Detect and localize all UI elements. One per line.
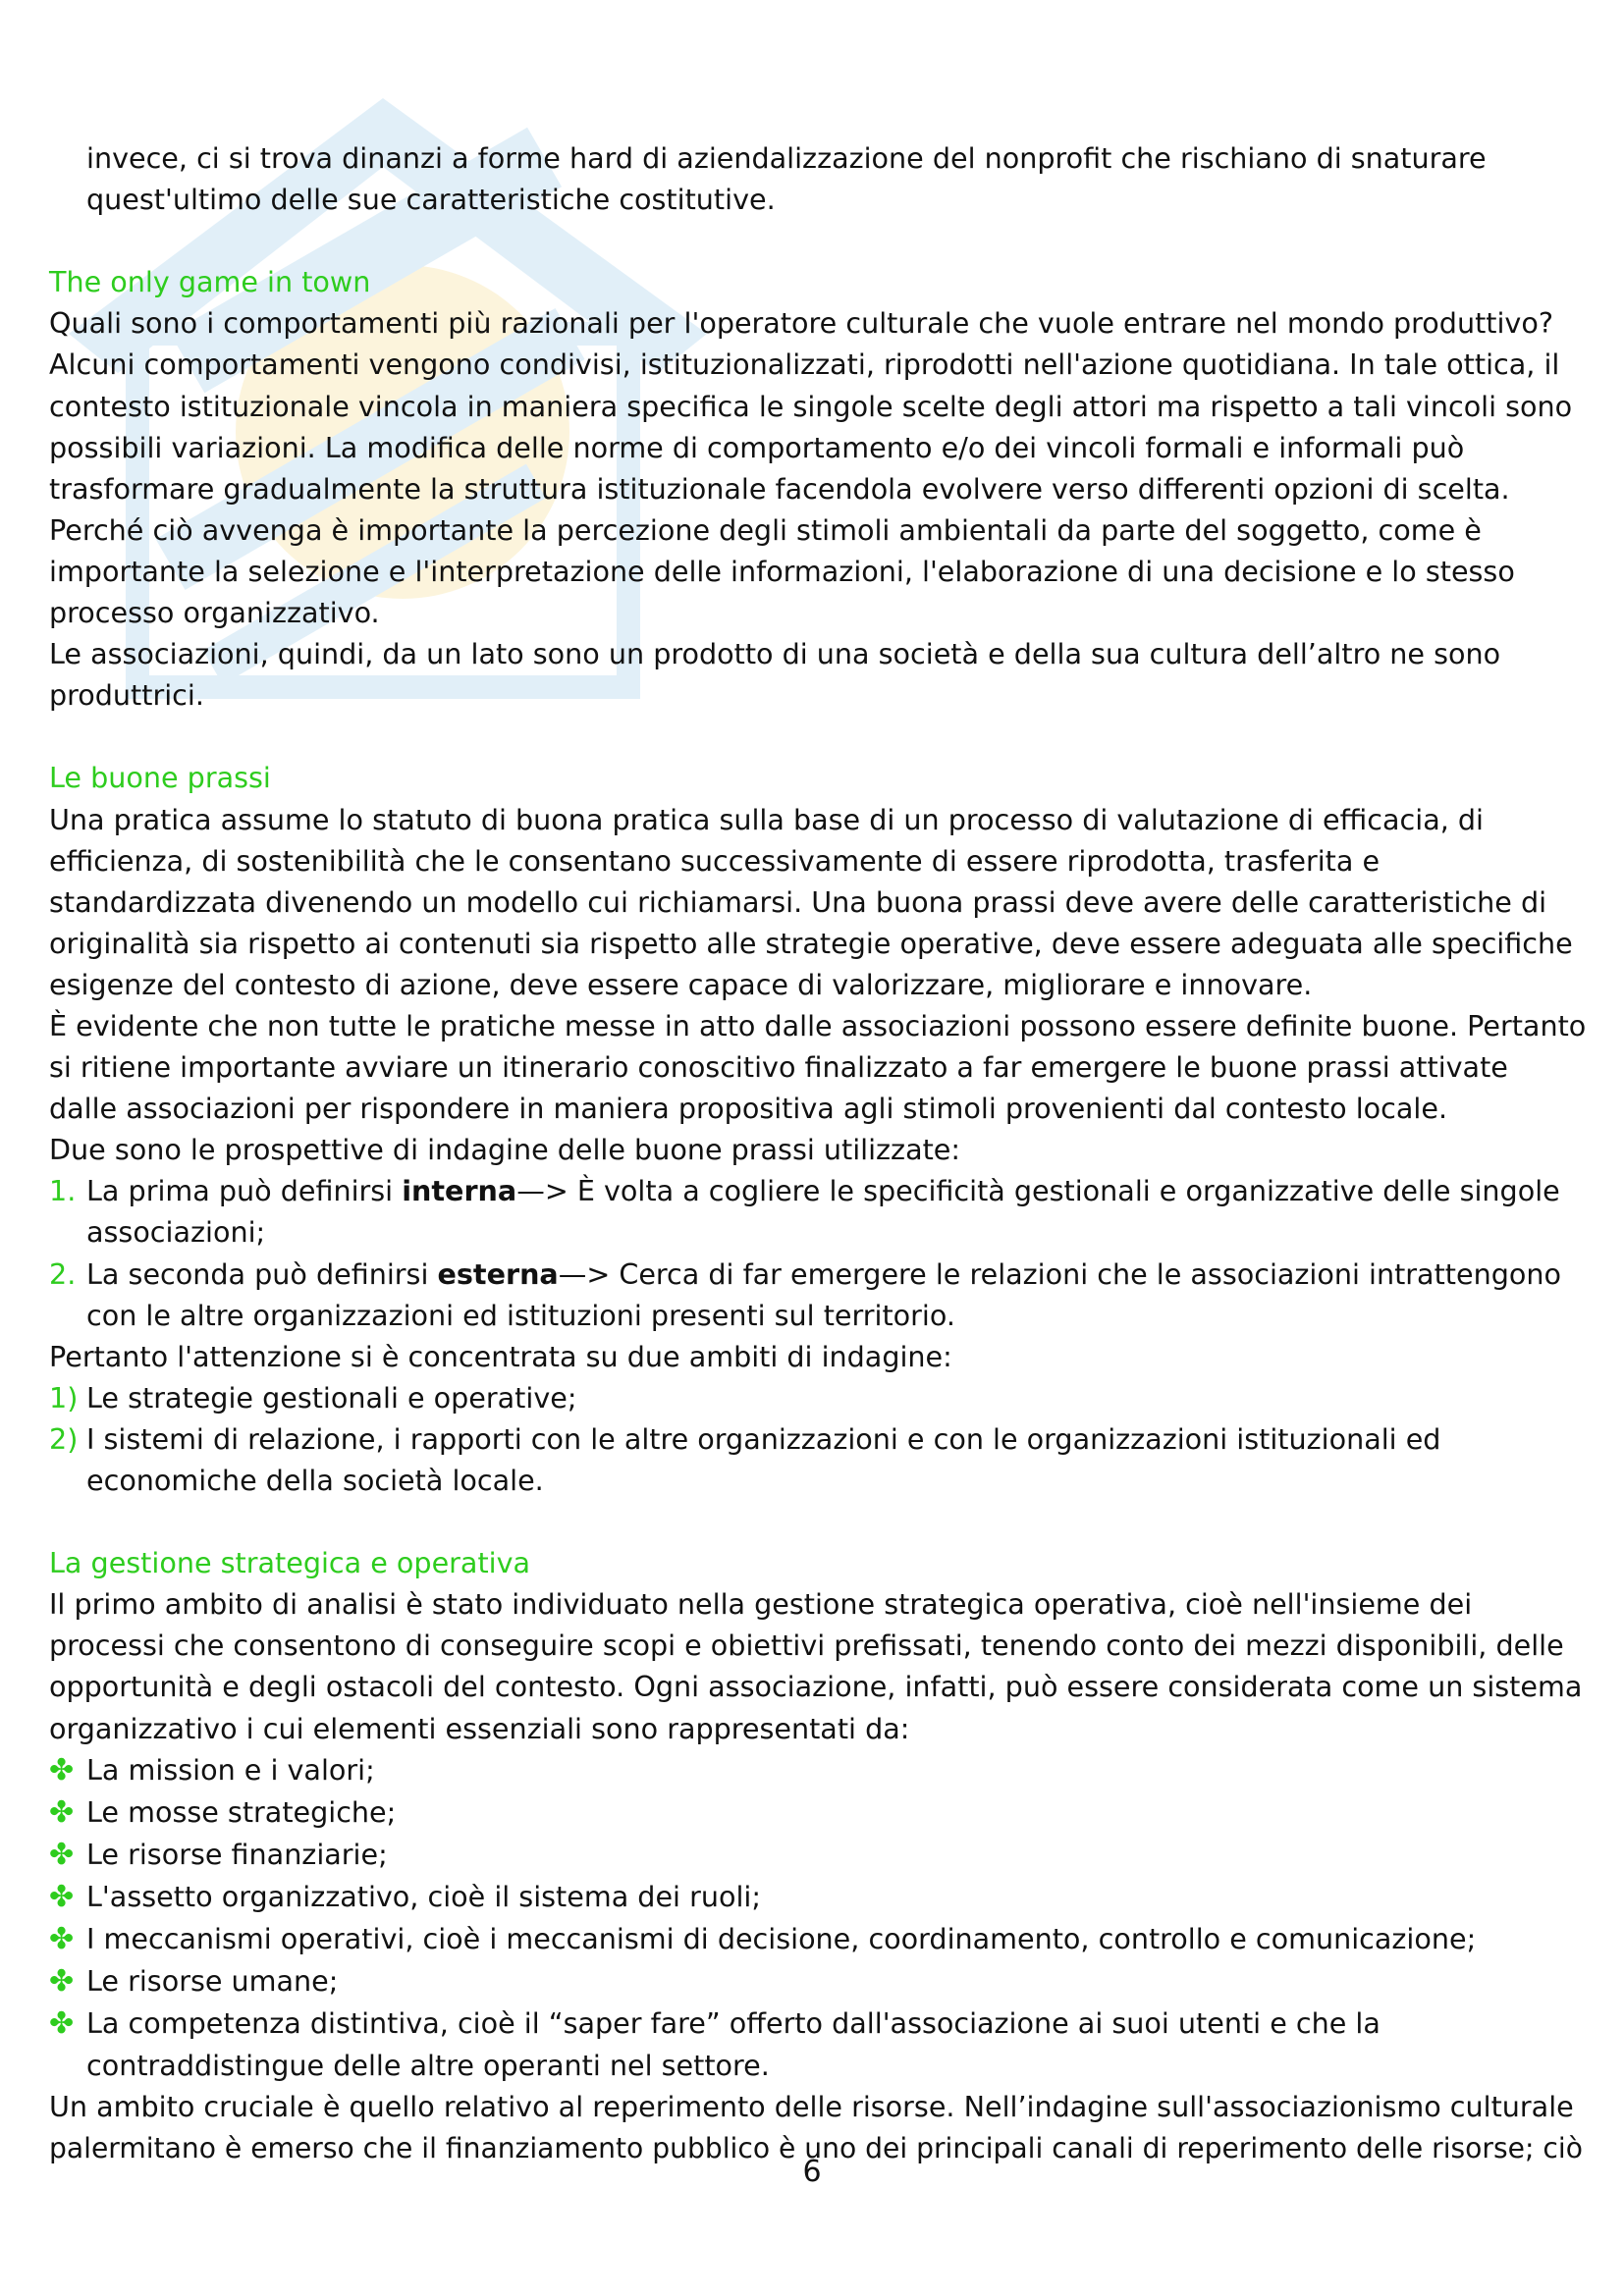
- body-line: possibili variazioni. La modifica delle norme di comportamento e/o dei vincoli formali e informali può: [49, 430, 1465, 464]
- numbered-item-cont: associazioni;: [86, 1215, 266, 1250]
- body-line: processo organizzativo.: [49, 596, 380, 630]
- clover-bullet-icon: ✤: [49, 1964, 75, 2000]
- bullet-item: [49, 1960, 1591, 2002]
- body-line: importante la selezione e l'interpretazione delle informazioni, l'elaborazione di una decisione e lo stesso: [49, 554, 1515, 588]
- body-line: palermitano è emerso che il finanziamento pubblico è uno dei principali canali di reperimento delle risorse; ciò: [49, 2131, 1583, 2164]
- body-line: Perché ciò avvenga è importante la percezione degli stimoli ambientali da parte del soggetto, come è: [49, 512, 1482, 547]
- bullet-text: I meccanismi operativi, cioè i meccanismi di decisione, coordinamento, controllo e comunicazione;: [86, 1922, 1477, 1956]
- item-text: —> Cerca di far emergere le relazioni che le associazioni intrattengono: [558, 1256, 1561, 1291]
- bullet-item-cont: contraddistingue delle altre operanti nel settore.: [86, 2049, 770, 2083]
- intro-line: invece, ci si trova dinanzi a forme hard di aziendalizzazione del nonprofit che rischiano di snaturare: [86, 141, 1487, 175]
- bullet-item: [49, 1791, 1591, 1834]
- clover-bullet-icon: ✤: [49, 1794, 75, 1830]
- clover-bullet-icon: ✤: [49, 1837, 75, 1872]
- body-line: efficienza, di sostenibilità che le consentano successivamente di essere riprodotta, trasferita e: [49, 843, 1380, 878]
- bullet-text: Le risorse umane;: [86, 1964, 339, 1999]
- body-line: Quali sono i comportamenti più razionali per l'operatore culturale che vuole entrare nel mondo produttivo?: [49, 306, 1554, 341]
- item-number: 1): [49, 1380, 79, 1415]
- body-line: organizzativo i cui elementi essenziali sono rappresentati da:: [49, 1711, 910, 1745]
- body-line: contesto istituzionale vincola in maniera specifica le singole scelte degli attori ma rispetto a tali vincoli sono: [49, 389, 1573, 423]
- body-line: produttrici.: [49, 678, 204, 713]
- page-number: 6: [802, 2155, 822, 2189]
- bullet-item: [49, 1918, 1591, 1960]
- body-line: si ritiene importante avviare un itinerario conoscitivo finalizzato a far emergere le buone prassi attivate: [49, 1050, 1508, 1085]
- item-text: Le strategie gestionali e operative;: [86, 1380, 577, 1415]
- body-line: Due sono le prospettive di indagine delle buone prassi utilizzate:: [49, 1133, 961, 1167]
- bullet-text: La mission e i valori;: [86, 1752, 375, 1787]
- item-number: 1.: [49, 1174, 77, 1208]
- body-line: Una pratica assume lo statuto di buona pratica sulla base di un processo di valutazione di efficacia, di: [49, 802, 1484, 836]
- numbered-item-cont: con le altre organizzazioni ed istituzioni presenti sul territorio.: [86, 1298, 955, 1332]
- item-bold-term: interna: [402, 1174, 517, 1208]
- numbered-item: [49, 1170, 1591, 1211]
- numbered-item-cont: economiche della società locale.: [86, 1464, 544, 1497]
- section-heading-buone-prassi: Le buone prassi: [49, 761, 271, 795]
- item-number: 2.: [49, 1256, 77, 1291]
- clover-bullet-icon: ✤: [49, 1922, 75, 1957]
- bullet-item: [49, 1876, 1591, 1918]
- body-line: È evidente che non tutte le pratiche messe in atto dalle associazioni possono essere definite buone. Pertanto: [49, 1008, 1587, 1042]
- bullet-item: [49, 1834, 1591, 1876]
- bullet-text: Le mosse strategiche;: [86, 1794, 397, 1829]
- bullet-item: [49, 1749, 1591, 1791]
- clover-bullet-icon: ✤: [49, 1752, 75, 1788]
- body-line: Pertanto l'attenzione si è concentrata su due ambiti di indagine:: [49, 1339, 952, 1373]
- section-heading-only-game: The only game in town: [49, 265, 371, 299]
- item-text: La seconda può definirsi: [86, 1256, 438, 1291]
- body-line: Le associazioni, quindi, da un lato sono un prodotto di una società e della sua cultura dell’altro ne sono: [49, 637, 1501, 671]
- bullet-text: La competenza distintiva, cioè il “saper fare” offerto dall'associazione ai suoi utenti e che la: [86, 2006, 1380, 2041]
- body-line: esigenze del contesto di azione, deve essere capace di valorizzare, migliorare e innovare.: [49, 967, 1313, 1001]
- body-line: dalle associazioni per rispondere in maniera propositiva agli stimoli provenienti dal contesto locale.: [49, 1092, 1448, 1126]
- item-text: —> È volta a cogliere le specificità gestionali e organizzative delle singole: [516, 1174, 1560, 1208]
- clover-bullet-icon: ✤: [49, 2006, 75, 2042]
- body-line: trasformare gradualmente la struttura istituzionale facendola evolvere verso differenti opzioni di scelta.: [49, 471, 1510, 506]
- body-line: Un ambito cruciale è quello relativo al reperimento delle risorse. Nell’indagine sull'associazionismo culturale: [49, 2090, 1574, 2124]
- body-line: standardizzata divenendo un modello cui richiamarsi. Una buona prassi deve avere delle caratteristiche di: [49, 884, 1547, 919]
- numbered-item: [49, 1377, 1591, 1418]
- section-heading-gestione: La gestione strategica e operativa: [49, 1546, 531, 1580]
- bullet-text: L'assetto organizzativo, cioè il sistema dei ruoli;: [86, 1879, 761, 1913]
- numbered-item: [49, 1254, 1591, 1295]
- body-line: originalità sia rispetto ai contenuti sia rispetto alle strategie operative, deve essere adeguata alle specifiche: [49, 926, 1573, 960]
- item-bold-term: esterna: [437, 1256, 559, 1291]
- intro-line: quest'ultimo delle sue caratteristiche costitutive.: [86, 183, 776, 217]
- bullet-text: Le risorse finanziarie;: [86, 1837, 388, 1871]
- item-number: 2): [49, 1421, 79, 1456]
- numbered-item: [49, 1418, 1591, 1460]
- body-line: processi che consentono di conseguire scopi e obiettivi prefissati, tenendo conto dei mezzi disponibili, delle: [49, 1629, 1564, 1663]
- item-text: I sistemi di relazione, i rapporti con le altre organizzazioni e con le organizzazioni istituzionali ed: [86, 1421, 1441, 1456]
- item-text: La prima può definirsi: [86, 1174, 403, 1208]
- bullet-item: [49, 2002, 1591, 2045]
- document-page: [49, 137, 1591, 2169]
- body-line: Alcuni comportamenti vengono condivisi, istituzionalizzati, riprodotti nell'azione quotidiana. In tale ottica, il: [49, 347, 1560, 382]
- body-line: opportunità e degli ostacoli del contesto. Ogni associazione, infatti, può essere considerata come un sistema: [49, 1670, 1583, 1704]
- body-line: Il primo ambito di analisi è stato individuato nella gestione strategica operativa, cioè nell'insieme dei: [49, 1587, 1473, 1622]
- clover-bullet-icon: ✤: [49, 1879, 75, 1914]
